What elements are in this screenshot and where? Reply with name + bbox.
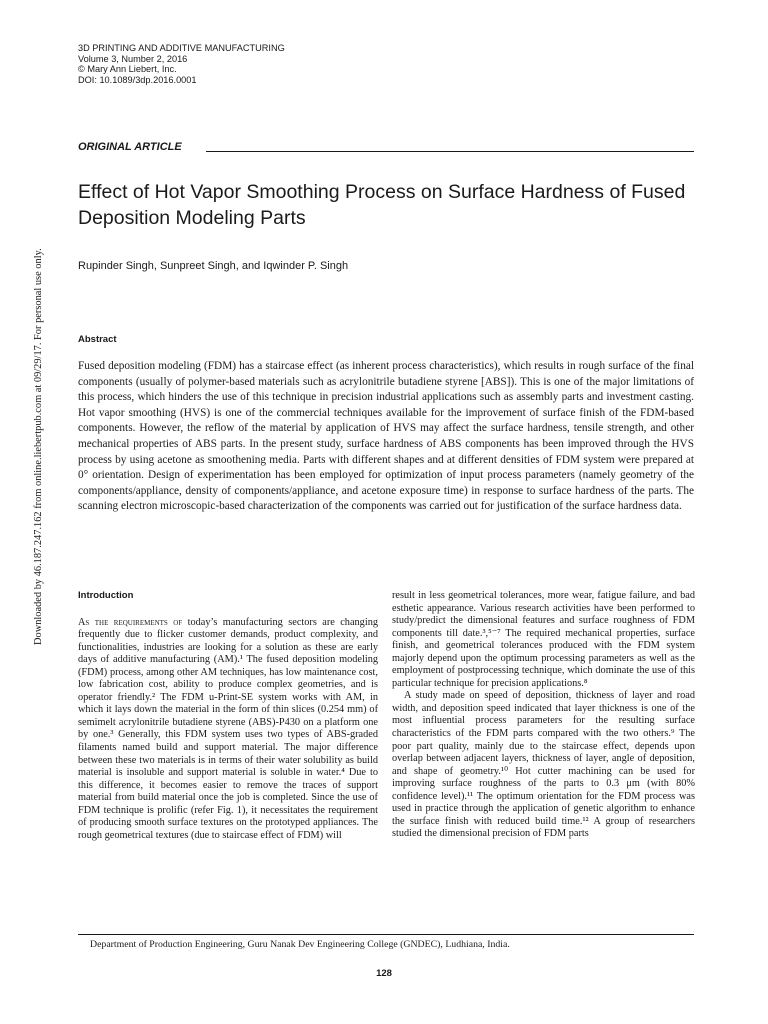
- article-title: Effect of Hot Vapor Smoothing Process on Surface Hardness of Fused Deposition Modeling Parts: [78, 181, 686, 229]
- paragraph-1-text: today’s manufacturing sectors are changing frequently due to flicker customer demands, product complexity, and functionalities, industries are looking for a solution as these are early days of additive manufacturing (AM).¹ The fused deposition modeling (FDM) process, among other AM techniques, has low maintenance cost, low fabrication cost, ability to produce complex geometries, and is operator friendly.² The FDM u-Print-SE system works with AM, in which it lays down the material in the form of thin slices (0.254 mm) of semimelt acrylonitrile butadiene styrene (ABS)-P430 on a platform one by one.³ Generally, this FDM system uses two types of ABS-graded filaments named build and support material. The major difference between these two materials is in terms of their water solubility as build material is insoluble and support material is soluble in water.⁴ Due to this difference, it becomes easier to remove the traces of support material from build material once the job is completed. Since the use of FDM technique is prolific (refer Fig. 1), it necessitates the requirement of producing smooth surface textures on the prototyped appliances. The rough geometrical textures (due to staircase effect of FDM) will: [78, 616, 378, 841]
- page-number: 128: [376, 968, 392, 979]
- author-list: Rupinder Singh, Sunpreet Singh, and Iqwinder P. Singh: [78, 260, 349, 272]
- journal-copyright: © Mary Ann Liebert, Inc.: [78, 64, 177, 75]
- download-notice: Downloaded by 46.187.247.162 from online.liebertpub.com at 09/29/17. For personal use only.: [33, 248, 44, 645]
- abstract-heading: Abstract: [78, 334, 117, 345]
- journal-header: [78, 43, 285, 85]
- introduction-paragraph-3: A study made on speed of deposition, thickness of layer and road width, and deposition speed indicated that layer thickness is one of the most influential process parameters for the resulting surface characteristics of the FDM parts compared with the two others.⁹ The poor part quality, mainly due to the staircase effect, depends upon overlap between adjacent layers, thickness of layer, angle of deposition, and shape of geometry.¹⁰ Hot cutter machining can be used for improving surface roughness of the parts to 0.3 μm (with 80% confidence level).¹¹ The optimum orientation for the FDM process was used in practice through the application of genetic algorithm to enhance the surface finish with reduced build time.¹² A group of researchers studied the dimensional precision of FDM parts: [392, 690, 695, 840]
- lead-in-small-caps: As the requirements of: [78, 616, 183, 628]
- affiliation-footnote: Department of Production Engineering, Guru Nanak Dev Engineering College (GNDEC), Ludhiana, India.: [90, 939, 510, 950]
- body-column-left: [78, 590, 378, 842]
- section-label: ORIGINAL ARTICLE: [78, 141, 182, 153]
- introduction-heading: Introduction: [78, 590, 134, 601]
- introduction-paragraph-1: [78, 617, 378, 843]
- journal-doi: DOI: 10.1089/3dp.2016.0001: [78, 74, 197, 85]
- body-column-right: [392, 590, 695, 841]
- introduction-paragraph-2: result in less geometrical tolerances, more wear, fatigue failure, and bad esthetic appearance. Various research activities have been performed to study/predict the dimensional features and surface roughness of FDM components till date.³,⁵⁻⁷ The required mechanical properties, surface finish, and geometrical tolerances produced with the FDM system majorly depend upon the optimum processing parameters as well as the employment of postprocessing technique, which dominate the use of this particular technique for precision applications.⁸: [392, 590, 695, 689]
- journal-volume: Volume 3, Number 2, 2016: [78, 53, 188, 64]
- footnote-divider: [78, 934, 694, 935]
- section-divider: [206, 151, 694, 152]
- abstract-text: Fused deposition modeling (FDM) has a staircase effect (as inherent process characteristics), which results in rough surface of the final components (usually of polymer-based materials such as acrylonitrile butadiene styrene [ABS]). This is one of the major limitations of this process, which hinders the use of this technique in precision industrial applications such as assembly parts and investment casting. Hot vapor smoothing (HVS) is one of the commercial techniques available for the improvement of surface finish of the FDM-based components. However, the reflow of the material by application of HVS may affect the surface hardness, tensile strength, and other mechanical properties of ABS parts. In the present study, surface hardness of ABS components has been improved through the HVS process by using acetone as smoothening media. Parts with different shapes and at different densities of FDM system were prepared at 0° orientation. Design of experimentation has been employed for optimization of input process parameters (namely geometry of the components/appliance, density of components/appliance, and acetone exposure time) in response to surface hardness of the parts. The scanning electron microscopic-based characterization of the components was carried out for justification of the surface hardness data.: [78, 360, 694, 513]
- journal-name: 3D PRINTING AND ADDITIVE MANUFACTURING: [78, 43, 285, 53]
